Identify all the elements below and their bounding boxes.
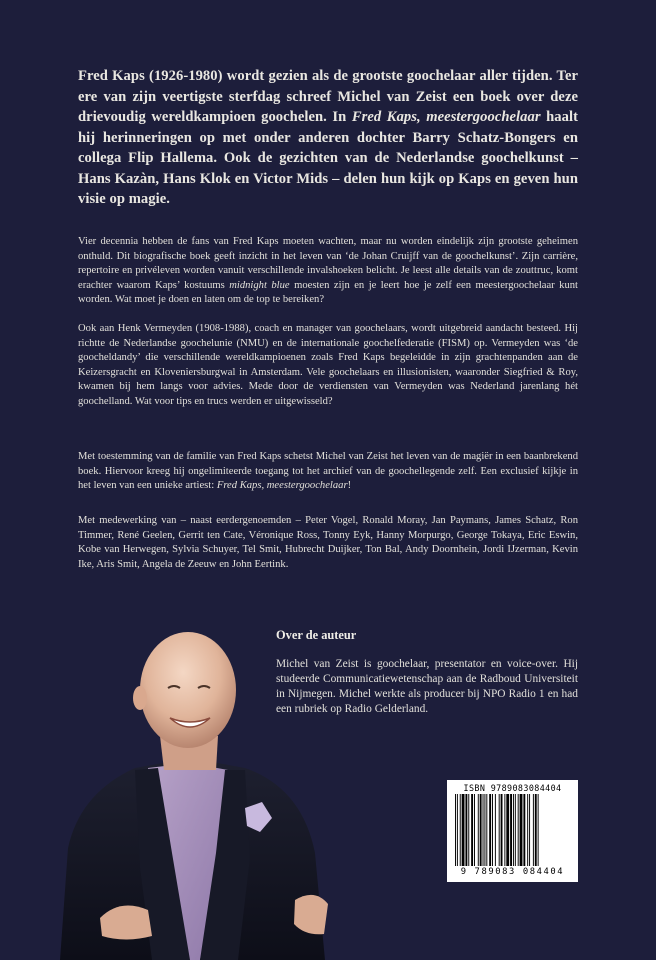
intro-text-1: Fred Kaps (1926-1980) wordt gezien als de grootste goochelaar aller tijden. Ter ere van zijn veertigste sterfdag schreef Michel van Zeist een boek over deze drievoudig wereldkampioen goochelen. In (78, 68, 578, 125)
body-paragraph-3 (78, 450, 578, 494)
isbn-label: ISBN 9789083084404 (463, 783, 562, 793)
p3-text-2: ! (347, 480, 352, 492)
body-paragraph-1 (78, 235, 578, 308)
p1-text-1: Vier decennia hebben de fans van Fred Kaps moeten wachten, maar nu worden eindelijk zijn grootste geheimen onthuld. Dit biografische boek geeft inzicht in het leven van ‘de Johan Cruijff van de goochelkunst’. Zijn carrière, repertoire en privéleven worden vanuit verschillende invalshoeken belicht. Je leest alle details van de zouttruc, komt erachter waarom Kaps’ kostuums (78, 236, 578, 291)
p1-italic: midnight blue (229, 279, 290, 291)
isbn-digits: 9 789083 084404 (460, 867, 565, 877)
intro-paragraph (78, 66, 578, 210)
body-paragraph-2: Ook aan Henk Vermeyden (1908-1988), coach en manager van goochelaars, wordt uitgebreid aandacht besteed. Hij richtte de Nederlandse goochelunie (NMU) en de internationale goochelfederatie (FISM) op. Vermeyden was ‘de goocheldandy’ die verschillende wereldkampioenen zoals Fred Kaps begeleidde in zijn grachtenpanden aan de Keizersgracht en Kloveniersburgwal in Amsterdam. Vele goochelaars en illusionisten, waaronder Siegfried & Roy, kwamen bij hem langs voor advies. Mede door de verdiensten van Vermeyden was Nederland jarenlang hét goochelland. Wat voor tips en trucs werden er uitgewisseld? (78, 323, 578, 407)
intro-book-title: Fred Kaps, meestergoochelaar (351, 109, 541, 125)
author-heading: Over de auteur (276, 628, 357, 642)
body-paragraph-4: Met medewerking van – naast eerdergenoemden – Peter Vogel, Ronald Moray, Jan Paymans, James Schatz, Ron Timmer, René Geelen, Gerrit ten Cate, Véronique Ross, Tonny Eyk, Hanny Morpurgo, George Tokaya, Eric Eswin, Kobe van Herwegen, Sylvia Schuyer, Tel Smit, Hubrecht Duijker, Ton Bal, Andy Doornhein, Jordi IJzerman, Kevin Ike, Aris Smit, Angela de Zeeuw en John Eertink. (78, 515, 578, 570)
isbn-barcode (447, 780, 578, 882)
p3-text-1: Met toestemming van de familie van Fred Kaps schetst Michel van Zeist het leven van de magiër in een baanbrekend boek. Hiervoor kreeg hij ongelimiteerde toegang tot het archief van de goochellegende zelf. Een exclusief kijkje in het leven van een unieke artiest: (78, 451, 578, 492)
intro-text-2: haalt hij herinneringen op met onder anderen dochter Barry Schatz-Bongers en collega Flip Hallema. Ook de gezichten van de Nederlandse goochelkunst – Hans Kazàn, Hans Klok en Victor Mids – delen hun kijk op Kaps en geven hun visie op magie. (78, 109, 578, 207)
barcode-bars (455, 794, 570, 866)
p3-book-title: Fred Kaps, meestergoochelaar (216, 480, 348, 492)
p1-text-2: moesten zijn en je leert hoe je zelf een meestergoochelaar kunt worden. Wat moet je doen en laten om de top te bereiken? (78, 279, 578, 306)
author-bio: Michel van Zeist is goochelaar, presentator en voice-over. Hij studeerde Communicatiewetenschap aan de Radboud Universiteit in Nijmegen. Michel werkte als producer bij NPO Radio 1 en had een rubriek op Radio Gelderland. (276, 658, 578, 715)
